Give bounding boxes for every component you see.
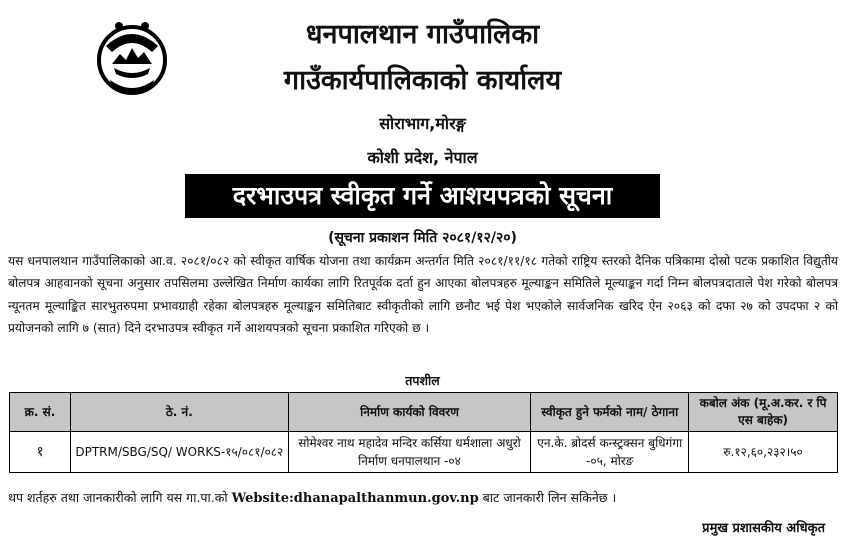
cell-work-description: सोमेश्वर नाथ महादेव मन्दिर कर्सिया धर्मशाला अधुरो निर्माण धनपालथान -०४ bbox=[288, 432, 531, 473]
office-name: गाउँकार्यपालिकाको कार्यालय bbox=[283, 65, 562, 96]
more-info-line bbox=[8, 489, 616, 506]
cell-firm: एन.के. ब्रोदर्स कन्स्ट्रक्सन बुधिगंगा -०५, मोरङ bbox=[531, 432, 689, 473]
column-header-firm: स्वीकृत हुने फर्मको नाम/ ठेगाना bbox=[531, 393, 689, 432]
cell-bid-amount: रु.१२,६०,२३२।५० bbox=[689, 432, 838, 473]
table-header-row bbox=[10, 393, 838, 432]
table-caption: तपशील bbox=[405, 373, 440, 388]
office-location: सोराभाग,मोरङ्ग bbox=[379, 114, 466, 133]
notice-body: यस धनपालथान गाउँपालिकाको आ.व. २०८१/०८२ को स्वीकृत वार्षिक योजना तथा कार्यक्रम अन्तर्गत मिति २०८१/११/१८ गतेको राष्ट्रिय स्तरको दैनिक पत्रिकामा दोस्रो पटक प्रकाशित विद्युतीय बोलपत्र आहवानको सूचना अनुसार तपसिलमा उल्लेखित निर्माण कार्यका लागि रितपूर्वक दर्ता हुन आएका बोलपत्रहरु मूल्याङ्कन समितिले मूल्याङ्कन गर्दा निम्न बोलपत्रदाताले पेश गरेको बोलपत्र न्यूनतम मूल्याङ्कित सारभुतरुपमा प्रभावग्राही रहेका बोलपत्रहरु मूल्याङ्कन समितिबाट स्वीकृतीको लागि छनौट भई पेश भएकोले सार्वजनिक खरिद ऐन २०६३ को दफा २७ को उपदफा २ को प्रयोजनको लागि ७ (सात) दिने दरभाउपत्र स्वीकृत गर्ने आशयपत्रको सूचना प्रकाशित गरिएको छ । bbox=[8, 254, 838, 336]
column-header-contract-no: ठे. नं. bbox=[70, 393, 288, 432]
table-row bbox=[10, 432, 838, 473]
cell-serial: १ bbox=[10, 432, 71, 473]
column-header-bid-amount: कबोल अंक (मू.अ.कर. र पि एस बाहेक) bbox=[689, 393, 838, 432]
notice-title-banner: दरभाउपत्र स्वीकृत गर्ने आशयपत्रको सूचना bbox=[185, 174, 660, 218]
signatory: प्रमुख प्रशासकीय अधिकृत bbox=[702, 521, 825, 536]
more-info-prefix: थप शर्तहरु तथा जानकारीको लागि यस गा.पा.को bbox=[8, 490, 228, 505]
publish-date: (सूचना प्रकाशन मिति २०८१/१२/२०) bbox=[328, 230, 517, 246]
column-header-serial: क्र. सं. bbox=[10, 393, 71, 432]
details-table bbox=[9, 392, 838, 473]
website-link[interactable]: Website:dhanapalthanmun.gov.np bbox=[231, 491, 479, 506]
municipality-name: धनपालथान गाउँपालिका bbox=[305, 19, 540, 50]
cell-contract-no: DPTRM/SBG/SQ/ WORKS-१५/०८१/०८२ bbox=[70, 432, 288, 473]
more-info-suffix: बाट जानकारी लिन सकिनेछ । bbox=[482, 490, 617, 505]
column-header-work-description: निर्माण कार्यको विवरण bbox=[288, 393, 531, 432]
province-name: कोशी प्रदेश, नेपाल bbox=[367, 148, 478, 167]
